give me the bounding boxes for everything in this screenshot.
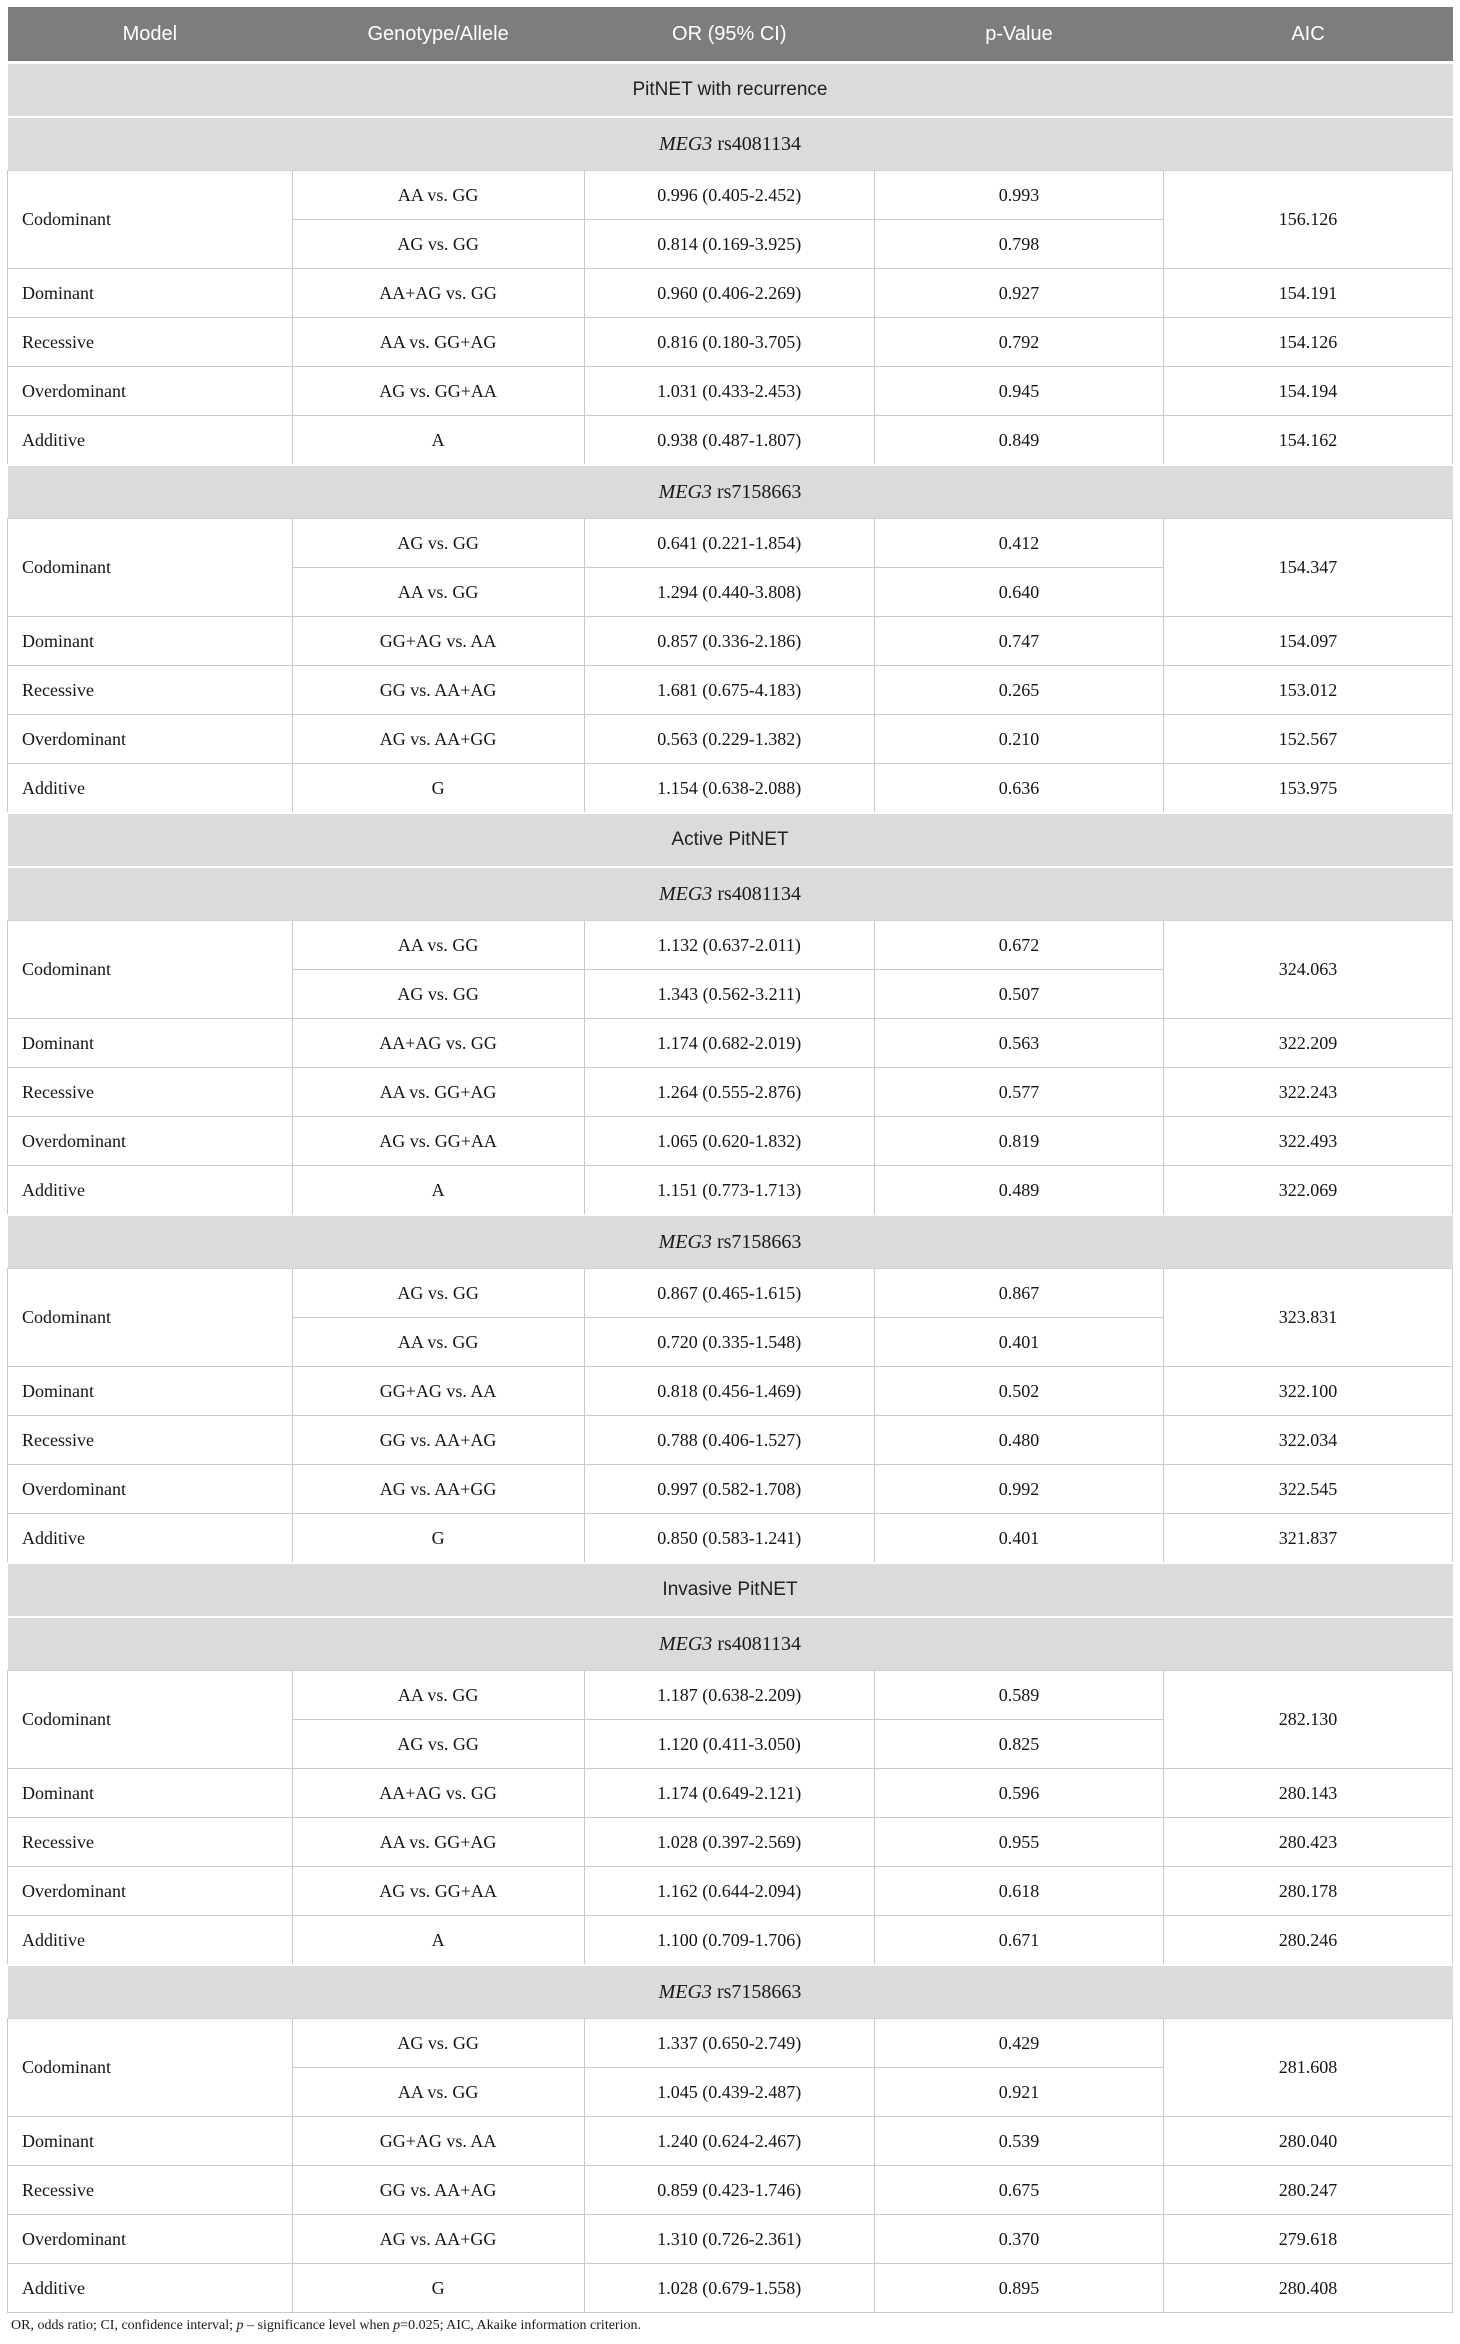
or-ci-cell: 0.850 (0.583-1.241) — [584, 1514, 874, 1564]
genotype-cell: AG vs. GG+AA — [292, 1867, 584, 1916]
p-value-cell: 0.849 — [874, 416, 1163, 466]
data-row — [8, 367, 1453, 416]
or-ci-cell: 0.960 (0.406-2.269) — [584, 269, 874, 318]
data-row — [8, 1019, 1453, 1068]
data-row — [8, 1367, 1453, 1416]
or-ci-cell: 1.337 (0.650-2.749) — [584, 2019, 874, 2068]
aic-cell: 280.143 — [1163, 1769, 1452, 1818]
or-ci-cell: 1.154 (0.638-2.088) — [584, 764, 874, 814]
genotype-cell: AA vs. GG — [292, 568, 584, 617]
aic-cell: 282.130 — [1163, 1671, 1452, 1769]
or-ci-cell: 0.641 (0.221-1.854) — [584, 519, 874, 568]
p-value-cell: 0.992 — [874, 1465, 1163, 1514]
snp-title — [8, 1617, 1453, 1671]
or-ci-cell: 1.162 (0.644-2.094) — [584, 1867, 874, 1916]
genotype-cell: AA+AG vs. GG — [292, 1019, 584, 1068]
or-ci-cell: 1.045 (0.439-2.487) — [584, 2068, 874, 2117]
snp-band-row — [8, 465, 1453, 519]
genotype-cell: AG vs. AA+GG — [292, 2215, 584, 2264]
snp-band-row — [8, 1965, 1453, 2019]
footnote-text: – significance level when — [243, 2318, 394, 2333]
footnote — [7, 2318, 1453, 2334]
column-header-model: Model — [8, 7, 293, 63]
genotype-cell: GG vs. AA+AG — [292, 666, 584, 715]
p-value-cell: 0.618 — [874, 1867, 1163, 1916]
p-value-cell: 0.825 — [874, 1720, 1163, 1769]
model-cell: Additive — [8, 1166, 293, 1216]
genotype-cell: GG+AG vs. AA — [292, 2117, 584, 2166]
aic-cell: 153.012 — [1163, 666, 1452, 715]
genotype-cell: AG vs. GG — [292, 1720, 584, 1769]
p-value-cell: 0.429 — [874, 2019, 1163, 2068]
genotype-cell: AA vs. GG — [292, 2068, 584, 2117]
model-cell: Overdominant — [8, 367, 293, 416]
genotype-cell: AG vs. GG — [292, 2019, 584, 2068]
table-body — [8, 63, 1453, 2313]
data-row — [8, 2215, 1453, 2264]
genotype-cell: GG+AG vs. AA — [292, 1367, 584, 1416]
p-value-cell: 0.640 — [874, 568, 1163, 617]
data-row — [8, 2264, 1453, 2313]
section-title: Invasive PitNET — [8, 1563, 1453, 1617]
column-header-or-95-ci-: OR (95% CI) — [584, 7, 874, 63]
p-value-cell: 0.921 — [874, 2068, 1163, 2117]
model-cell: Additive — [8, 764, 293, 814]
snp-id: rs4081134 — [717, 132, 802, 155]
p-value-cell: 0.480 — [874, 1416, 1163, 1465]
model-cell: Recessive — [8, 666, 293, 715]
or-ci-cell: 1.065 (0.620-1.832) — [584, 1117, 874, 1166]
association-table — [7, 7, 1453, 2313]
aic-cell: 280.246 — [1163, 1916, 1452, 1966]
snp-band-row — [8, 1617, 1453, 1671]
gene-name: MEG3 — [658, 1230, 712, 1253]
model-cell: Additive — [8, 1916, 293, 1966]
section-band-row — [8, 813, 1453, 867]
model-cell: Overdominant — [8, 1465, 293, 1514]
or-ci-cell: 0.997 (0.582-1.708) — [584, 1465, 874, 1514]
snp-id: rs7158663 — [716, 1980, 802, 2003]
genotype-cell: AA vs. GG — [292, 921, 584, 970]
or-ci-cell: 1.151 (0.773-1.713) — [584, 1166, 874, 1216]
model-cell: Codominant — [8, 1269, 293, 1367]
genotype-cell: A — [292, 1166, 584, 1216]
p-value-cell: 0.502 — [874, 1367, 1163, 1416]
aic-cell: 154.347 — [1163, 519, 1452, 617]
p-value-cell: 0.792 — [874, 318, 1163, 367]
aic-cell: 153.975 — [1163, 764, 1452, 814]
data-row — [8, 416, 1453, 466]
p-value-cell: 0.798 — [874, 220, 1163, 269]
p-value-cell: 0.401 — [874, 1514, 1163, 1564]
data-row — [8, 1416, 1453, 1465]
or-ci-cell: 1.100 (0.709-1.706) — [584, 1916, 874, 1966]
aic-cell: 322.069 — [1163, 1166, 1452, 1216]
genotype-cell: AG vs. GG — [292, 1269, 584, 1318]
gene-name: MEG3 — [658, 132, 713, 155]
snp-band-row — [8, 867, 1453, 921]
model-cell: Dominant — [8, 1019, 293, 1068]
p-value-cell: 0.927 — [874, 269, 1163, 318]
model-cell: Codominant — [8, 1671, 293, 1769]
data-row — [8, 318, 1453, 367]
data-row — [8, 2117, 1453, 2166]
snp-title — [8, 117, 1453, 171]
column-header-p-value: p-Value — [874, 7, 1163, 63]
aic-cell: 322.100 — [1163, 1367, 1452, 1416]
model-cell: Recessive — [8, 1818, 293, 1867]
model-cell: Overdominant — [8, 2215, 293, 2264]
or-ci-cell: 1.174 (0.682-2.019) — [584, 1019, 874, 1068]
p-value-cell: 0.265 — [874, 666, 1163, 715]
p-value-cell: 0.636 — [874, 764, 1163, 814]
or-ci-cell: 1.343 (0.562-3.211) — [584, 970, 874, 1019]
model-cell: Codominant — [8, 921, 293, 1019]
footnote-italic-term: p — [236, 2318, 244, 2333]
genotype-cell: G — [292, 1514, 584, 1564]
model-cell: Dominant — [8, 2117, 293, 2166]
gene-name: MEG3 — [658, 1980, 712, 2003]
or-ci-cell: 0.814 (0.169-3.925) — [584, 220, 874, 269]
aic-cell: 156.126 — [1163, 171, 1452, 269]
model-cell: Recessive — [8, 1068, 293, 1117]
genotype-cell: AG vs. AA+GG — [292, 715, 584, 764]
model-cell: Additive — [8, 416, 293, 466]
genotype-cell: AG vs. GG+AA — [292, 367, 584, 416]
genotype-cell: AA vs. GG — [292, 1671, 584, 1720]
data-row — [8, 666, 1453, 715]
or-ci-cell: 0.720 (0.335-1.548) — [584, 1318, 874, 1367]
aic-cell: 281.608 — [1163, 2019, 1452, 2117]
model-cell: Recessive — [8, 1416, 293, 1465]
p-value-cell: 0.867 — [874, 1269, 1163, 1318]
p-value-cell: 0.577 — [874, 1068, 1163, 1117]
data-row — [8, 519, 1453, 568]
model-cell: Dominant — [8, 1367, 293, 1416]
data-row — [8, 171, 1453, 220]
model-cell: Recessive — [8, 2166, 293, 2215]
gene-name: MEG3 — [658, 882, 713, 905]
or-ci-cell: 0.996 (0.405-2.452) — [584, 171, 874, 220]
or-ci-cell: 1.294 (0.440-3.808) — [584, 568, 874, 617]
or-ci-cell: 0.816 (0.180-3.705) — [584, 318, 874, 367]
aic-cell: 321.837 — [1163, 1514, 1452, 1564]
data-row — [8, 1916, 1453, 1966]
genotype-cell: GG vs. AA+AG — [292, 2166, 584, 2215]
genotype-cell: AG vs. GG+AA — [292, 1117, 584, 1166]
model-cell: Dominant — [8, 1769, 293, 1818]
p-value-cell: 0.945 — [874, 367, 1163, 416]
genotype-cell: A — [292, 416, 584, 466]
section-title: Active PitNET — [8, 813, 1453, 867]
model-cell: Codominant — [8, 2019, 293, 2117]
column-header-genotype-allele: Genotype/Allele — [292, 7, 584, 63]
section-band-row — [8, 1563, 1453, 1617]
snp-title — [8, 867, 1453, 921]
aic-cell: 323.831 — [1163, 1269, 1452, 1367]
aic-cell: 154.194 — [1163, 367, 1452, 416]
or-ci-cell: 1.120 (0.411-3.050) — [584, 1720, 874, 1769]
data-row — [8, 1818, 1453, 1867]
aic-cell: 322.034 — [1163, 1416, 1452, 1465]
model-cell: Codominant — [8, 171, 293, 269]
snp-id: rs4081134 — [717, 1632, 802, 1655]
model-cell: Additive — [8, 2264, 293, 2313]
genotype-cell: GG vs. AA+AG — [292, 1416, 584, 1465]
or-ci-cell: 0.818 (0.456-1.469) — [584, 1367, 874, 1416]
genotype-cell: AG vs. AA+GG — [292, 1465, 584, 1514]
aic-cell: 280.408 — [1163, 2264, 1452, 2313]
p-value-cell: 0.412 — [874, 519, 1163, 568]
genotype-cell: AA+AG vs. GG — [292, 269, 584, 318]
model-cell: Overdominant — [8, 1867, 293, 1916]
genotype-cell: AA vs. GG — [292, 171, 584, 220]
snp-id: rs7158663 — [716, 1230, 802, 1253]
aic-cell: 280.178 — [1163, 1867, 1452, 1916]
snp-id: rs4081134 — [717, 882, 802, 905]
aic-cell: 154.097 — [1163, 617, 1452, 666]
p-value-cell: 0.671 — [874, 1916, 1163, 1966]
genotype-cell: AG vs. GG — [292, 970, 584, 1019]
aic-cell: 154.162 — [1163, 416, 1452, 466]
model-cell: Codominant — [8, 519, 293, 617]
aic-cell: 322.243 — [1163, 1068, 1452, 1117]
p-value-cell: 0.747 — [874, 617, 1163, 666]
genotype-cell: AG vs. GG — [292, 519, 584, 568]
aic-cell: 322.209 — [1163, 1019, 1452, 1068]
aic-cell: 154.126 — [1163, 318, 1452, 367]
model-cell: Overdominant — [8, 1117, 293, 1166]
p-value-cell: 0.370 — [874, 2215, 1163, 2264]
footnote-text: OR, odds ratio; CI, confidence interval; — [11, 2318, 237, 2333]
aic-cell: 322.545 — [1163, 1465, 1452, 1514]
p-value-cell: 0.596 — [874, 1769, 1163, 1818]
data-row — [8, 921, 1453, 970]
snp-title — [8, 465, 1453, 519]
data-row — [8, 1068, 1453, 1117]
footnote-text: =0.025; AIC, Akaike information criterion. — [400, 2318, 641, 2333]
or-ci-cell: 1.132 (0.637-2.011) — [584, 921, 874, 970]
p-value-cell: 0.401 — [874, 1318, 1163, 1367]
or-ci-cell: 0.788 (0.406-1.527) — [584, 1416, 874, 1465]
snp-band-row — [8, 1215, 1453, 1269]
data-row — [8, 2019, 1453, 2068]
data-row — [8, 617, 1453, 666]
snp-title — [8, 1965, 1453, 2019]
gene-name: MEG3 — [658, 1632, 713, 1655]
p-value-cell: 0.672 — [874, 921, 1163, 970]
p-value-cell: 0.489 — [874, 1166, 1163, 1216]
aic-cell: 280.040 — [1163, 2117, 1452, 2166]
or-ci-cell: 0.857 (0.336-2.186) — [584, 617, 874, 666]
data-row — [8, 269, 1453, 318]
section-title: PitNET with recurrence — [8, 63, 1453, 118]
aic-cell: 279.618 — [1163, 2215, 1452, 2264]
or-ci-cell: 1.310 (0.726-2.361) — [584, 2215, 874, 2264]
or-ci-cell: 1.187 (0.638-2.209) — [584, 1671, 874, 1720]
or-ci-cell: 0.563 (0.229-1.382) — [584, 715, 874, 764]
model-cell: Overdominant — [8, 715, 293, 764]
genotype-cell: GG+AG vs. AA — [292, 617, 584, 666]
genotype-cell: AA vs. GG+AG — [292, 1068, 584, 1117]
data-row — [8, 1117, 1453, 1166]
aic-cell: 280.423 — [1163, 1818, 1452, 1867]
p-value-cell: 0.955 — [874, 1818, 1163, 1867]
snp-id: rs7158663 — [716, 480, 802, 503]
aic-cell: 154.191 — [1163, 269, 1452, 318]
p-value-cell: 0.507 — [874, 970, 1163, 1019]
or-ci-cell: 0.867 (0.465-1.615) — [584, 1269, 874, 1318]
footnote-italic-term: p — [393, 2318, 401, 2333]
section-band-row — [8, 63, 1453, 118]
data-row — [8, 764, 1453, 814]
data-row — [8, 1514, 1453, 1564]
or-ci-cell: 1.031 (0.433-2.453) — [584, 367, 874, 416]
aic-cell: 280.247 — [1163, 2166, 1452, 2215]
model-cell: Dominant — [8, 617, 293, 666]
genotype-cell: A — [292, 1916, 584, 1966]
data-row — [8, 1671, 1453, 1720]
data-row — [8, 1465, 1453, 1514]
p-value-cell: 0.895 — [874, 2264, 1163, 2313]
p-value-cell: 0.675 — [874, 2166, 1163, 2215]
genotype-cell: G — [292, 764, 584, 814]
genotype-cell: AA vs. GG — [292, 1318, 584, 1367]
genotype-cell: AG vs. GG — [292, 220, 584, 269]
column-header-aic: AIC — [1163, 7, 1452, 63]
header-row — [8, 7, 1453, 63]
aic-cell: 322.493 — [1163, 1117, 1452, 1166]
genotype-cell: G — [292, 2264, 584, 2313]
aic-cell: 152.567 — [1163, 715, 1452, 764]
snp-title — [8, 1215, 1453, 1269]
model-cell: Recessive — [8, 318, 293, 367]
p-value-cell: 0.563 — [874, 1019, 1163, 1068]
data-row — [8, 1769, 1453, 1818]
or-ci-cell: 1.681 (0.675-4.183) — [584, 666, 874, 715]
data-row — [8, 1166, 1453, 1216]
or-ci-cell: 1.264 (0.555-2.876) — [584, 1068, 874, 1117]
p-value-cell: 0.819 — [874, 1117, 1163, 1166]
snp-band-row — [8, 117, 1453, 171]
p-value-cell: 0.539 — [874, 2117, 1163, 2166]
model-cell: Dominant — [8, 269, 293, 318]
or-ci-cell: 0.938 (0.487-1.807) — [584, 416, 874, 466]
or-ci-cell: 1.028 (0.679-1.558) — [584, 2264, 874, 2313]
data-row — [8, 715, 1453, 764]
genotype-cell: AA vs. GG+AG — [292, 1818, 584, 1867]
data-row — [8, 1867, 1453, 1916]
aic-cell: 324.063 — [1163, 921, 1452, 1019]
or-ci-cell: 1.174 (0.649-2.121) — [584, 1769, 874, 1818]
gene-name: MEG3 — [658, 480, 712, 503]
p-value-cell: 0.993 — [874, 171, 1163, 220]
or-ci-cell: 0.859 (0.423-1.746) — [584, 2166, 874, 2215]
p-value-cell: 0.210 — [874, 715, 1163, 764]
genotype-cell: AA+AG vs. GG — [292, 1769, 584, 1818]
genotype-cell: AA vs. GG+AG — [292, 318, 584, 367]
data-row — [8, 1269, 1453, 1318]
model-cell: Additive — [8, 1514, 293, 1564]
data-row — [8, 2166, 1453, 2215]
or-ci-cell: 1.028 (0.397-2.569) — [584, 1818, 874, 1867]
p-value-cell: 0.589 — [874, 1671, 1163, 1720]
or-ci-cell: 1.240 (0.624-2.467) — [584, 2117, 874, 2166]
